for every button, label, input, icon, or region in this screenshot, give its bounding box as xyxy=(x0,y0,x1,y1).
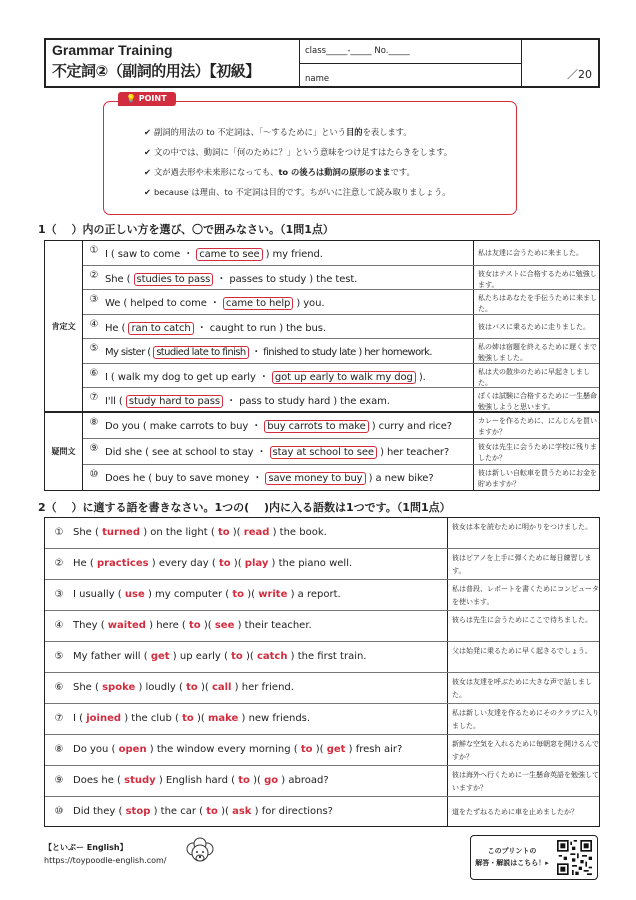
japanese-translation: 彼女は先生に会うために学校に残りましたか？ xyxy=(473,439,599,464)
exercise-sentence: Do you ( open ) the window every morning ( to )( get ) fresh air? xyxy=(73,744,403,755)
japanese-translation: 彼は新しい自転車を買うためにお金を貯めますか？ xyxy=(473,465,599,490)
exercise-sentence: I ( walk my dog to get up early ・ got up early to walk my dog ). xyxy=(105,372,426,383)
answer-word: to xyxy=(189,620,201,631)
answer-word: joined xyxy=(86,713,122,724)
circled-answer: stay at school to see xyxy=(270,446,377,459)
answer-word: to xyxy=(300,744,313,755)
exercise-sentence: She ( studies to pass ・ passes to study ) the test. xyxy=(105,274,358,285)
point-item: ✔ 文が過去形や未来形になっても、to の後ろは動詞の原形のままです。 xyxy=(144,162,452,182)
answer-word: use xyxy=(124,589,145,600)
exercise-sentence: I'll ( study hard to pass ・ pass to study hard ) the exam. xyxy=(105,396,390,407)
answer-word: to xyxy=(206,806,218,817)
answer-word: ask xyxy=(232,806,252,817)
answer-word: practices xyxy=(96,558,149,569)
qr-code-icon[interactable] xyxy=(557,840,592,875)
title-english: Grammar Training xyxy=(52,42,173,58)
answer-word: to xyxy=(238,775,250,786)
table-row: ⑨ Does he ( study ) English hard ( to )( go ) abroad? 彼は海外へ行くために一生懸命英語を勉強していますか？ xyxy=(45,766,599,797)
japanese-translation: 私は犬の散歩のために早起きしました。 xyxy=(473,364,599,387)
japanese-translation: 彼らは先生に会うためにここで待ちました。 xyxy=(447,611,599,641)
lightbulb-icon: 💡 xyxy=(126,94,136,103)
circled-answer: came to see xyxy=(196,248,262,261)
exercise-sentence: I ( joined ) the club ( to )( make ) new friends. xyxy=(73,713,311,724)
table-row: ⑩ Does he ( buy to save money ・ save money to buy ) a new bike? 彼は新しい自転車を買うためにお金を貯めますか？ xyxy=(83,465,599,490)
point-item: ✔ 文の中では、動詞に「何のために？」という意味をつけ足すはたらきをします。 xyxy=(144,142,452,162)
exercise-sentence: He ( practices ) every day ( to )( play ) the piano well. xyxy=(73,558,353,569)
section1-table xyxy=(44,240,600,491)
answer-word: to xyxy=(186,682,198,693)
answer-word: to xyxy=(231,651,243,662)
table-row: ① She ( turned ) on the light ( to )( read ) the book. 彼女は本を読むために明かりをつけました。 xyxy=(45,518,599,549)
answer-word: see xyxy=(214,620,235,631)
japanese-translation: 彼はピアノを上手に弾くために毎日練習します。 xyxy=(447,549,599,579)
circled-answer: buy carrots to make xyxy=(264,420,368,433)
side-label-affirmative: 肯定文 xyxy=(45,241,83,413)
japanese-translation: 彼女はテストに合格するために勉強します。 xyxy=(473,266,599,289)
japanese-translation: 私は新しい友達を作るためにそのクラブに入りました。 xyxy=(447,704,599,734)
japanese-translation: 彼はバスに乗るために走りました。 xyxy=(473,315,599,338)
japanese-translation: カレーを作るために、にんじんを買いますか？ xyxy=(473,413,599,438)
answer-word: write xyxy=(258,589,288,600)
answer-word: get xyxy=(326,744,346,755)
answer-word: make xyxy=(207,713,239,724)
table-row: ⑤ My sister ( studied late to finish ・ finished to study late ) her homework. 私の姉は宿題を終えるために遅くまで勉強しました。 xyxy=(83,339,599,364)
point-tag: 💡 POINT xyxy=(118,92,176,106)
table-row: ⑧ Do you ( open ) the window every morning ( to )( get ) fresh air? 新鮮な空気を入れるために毎朝窓を開けるんですか？ xyxy=(45,735,599,766)
japanese-translation: ぼくは試験に合格するために一生懸命勉強しようと思います。 xyxy=(473,388,599,411)
circled-answer: came to help xyxy=(223,297,293,310)
table-row: ⑧ Do you ( make carrots to buy ・ buy carrots to make ) curry and rice? カレーを作るために、にんじんを買いますか？ xyxy=(83,413,599,439)
worksheet-header xyxy=(44,38,600,88)
circled-answer: save money to buy xyxy=(265,472,365,485)
answer-word: play xyxy=(244,558,269,569)
table-row: ⑦ I'll ( study hard to pass ・ pass to study hard ) the exam. ぼくは試験に合格するために一生懸命勉強しようと思います。 xyxy=(83,388,599,413)
japanese-translation: 彼女は本を読むために明かりをつけました。 xyxy=(447,518,599,548)
answer-word: waited xyxy=(107,620,146,631)
point-list xyxy=(144,122,452,202)
score-total: ／20 xyxy=(567,68,592,81)
exercise-sentence: She ( turned ) on the light ( to )( read ) the book. xyxy=(73,527,327,538)
answer-word: to xyxy=(182,713,194,724)
japanese-translation: 新鮮な空気を入れるために毎朝窓を開けるんですか？ xyxy=(447,735,599,765)
point-item: ✔ because は理由、to 不定詞は目的です。ちがいに注意して読み取りましょう。 xyxy=(144,182,452,202)
section2-title: 2（ ）に適する語を書きなさい。1つの( )内に入る語数は1つです。（1問1点） xyxy=(38,501,451,514)
table-row: ② She ( studies to pass ・ passes to study ) the test. 彼女はテストに合格するために勉強します。 xyxy=(83,266,599,290)
answer-word: stop xyxy=(125,806,151,817)
side-label-question: 疑問文 xyxy=(45,413,83,490)
answer-word: catch xyxy=(256,651,288,662)
brand-name: 【といぷー English】 xyxy=(44,843,128,852)
check-icon: ✔ xyxy=(144,127,151,137)
poodle-mascot-icon xyxy=(182,836,218,866)
exercise-sentence: He ( ran to catch ・ caught to run ) the bus. xyxy=(105,323,326,334)
exercise-sentence: Did she ( see at school to stay ・ stay at school to see ) her teacher? xyxy=(105,447,450,458)
exercise-sentence: We ( helped to come ・ came to help ) you. xyxy=(105,298,325,309)
answer-word: go xyxy=(264,775,279,786)
table-row: ② He ( practices ) every day ( to )( play ) the piano well. 彼はピアノを上手に弾くために毎日練習します。 xyxy=(45,549,599,580)
table-row: ③ We ( helped to come ・ came to help ) you. 私たちはあなたを手伝うために来ました。 xyxy=(83,290,599,315)
circled-answer: ran to catch xyxy=(128,322,193,335)
answer-word: read xyxy=(243,527,270,538)
answer-word: to xyxy=(218,558,231,569)
table-row: ④ He ( ran to catch ・ caught to run ) the bus. 彼はバスに乗るために走りました。 xyxy=(83,315,599,339)
japanese-translation: 私は普段、レポートを書くためにコンピュータを使います。 xyxy=(447,580,599,610)
answer-word: open xyxy=(118,744,147,755)
answer-word: get xyxy=(150,651,170,662)
circled-answer: got up early to walk my dog xyxy=(272,371,416,384)
exercise-sentence: I ( saw to come ・ came to see ) my friend. xyxy=(105,249,323,260)
answer-word: call xyxy=(211,682,232,693)
exercise-sentence: Does he ( buy to save money ・ save money to buy ) a new bike? xyxy=(105,473,434,484)
japanese-translation: 彼女は友達を呼ぶために大きな声で話しました。 xyxy=(447,673,599,703)
circled-answer: studied late to finish xyxy=(153,346,248,359)
exercise-sentence: She ( spoke ) loudly ( to )( call ) her friend. xyxy=(73,682,294,693)
exercise-sentence: My father will ( get ) up early ( to )( catch ) the first train. xyxy=(73,651,367,662)
table-row: ⑦ I ( joined ) the club ( to )( make ) new friends. 私は新しい友達を作るためにそのクラブに入りました。 xyxy=(45,704,599,735)
section1-title: 1（ ）内の正しい方を選び、〇で囲みなさい。（1問1点） xyxy=(38,223,334,236)
name-label: name xyxy=(305,74,330,84)
exercise-sentence: I usually ( use ) my computer ( to )( write ) a report. xyxy=(73,589,341,600)
check-icon: ✔ xyxy=(144,167,151,177)
japanese-translation: 父は始発に乗るために早く起きるでしょう。 xyxy=(447,642,599,672)
circled-answer: study hard to pass xyxy=(126,395,223,408)
table-row: ① I ( saw to come ・ came to see ) my friend. 私は友達に会うために来ました。 xyxy=(83,241,599,266)
check-icon: ✔ xyxy=(144,187,151,197)
exercise-sentence: My sister ( studied late to finish ・ finished to study late ) her homework. xyxy=(105,347,432,358)
japanese-translation: 私たちはあなたを手伝うために来ました。 xyxy=(473,290,599,314)
circled-answer: studies to pass xyxy=(134,273,214,286)
qr-caption: このプリントの 解答・解説はこちら！▸ xyxy=(475,847,549,867)
point-item: ✔ 副詞的用法の to 不定詞は、「～するために」という目的を表します。 xyxy=(144,122,452,142)
exercise-sentence: Does he ( study ) English hard ( to )( go ) abroad? xyxy=(73,775,329,786)
table-row: ⑩ Did they ( stop ) the car ( to )( ask ) for directions? 道をたずねるために車を止めましたか？ xyxy=(45,797,599,826)
title-cell xyxy=(46,40,300,86)
answer-word: to xyxy=(232,589,245,600)
table-row: ⑤ My father will ( get ) up early ( to )( catch ) the first train. 父は始発に乗るために早く起きるでしょう。 xyxy=(45,642,599,673)
title-japanese: 不定詞②（副詞的用法）【初級】 xyxy=(52,62,260,80)
check-icon: ✔ xyxy=(144,147,151,157)
exercise-sentence: Did they ( stop ) the car ( to )( ask ) for directions? xyxy=(73,806,333,817)
site-url-link[interactable]: https://toypoodle-english.com/ xyxy=(44,856,167,865)
exercise-sentence: Do you ( make carrots to buy ・ buy carrots to make ) curry and rice? xyxy=(105,421,452,432)
table-row: ④ They ( waited ) here ( to )( see ) their teacher. 彼らは先生に会うためにここで待ちました。 xyxy=(45,611,599,642)
table-row: ③ I usually ( use ) my computer ( to )( write ) a report. 私は普段、レポートを書くためにコンピュータを使います。 xyxy=(45,580,599,611)
table-row: ⑨ Did she ( see at school to stay ・ stay at school to see ) her teacher? 彼女は先生に会うために学校に残りましたか？ xyxy=(83,439,599,465)
answer-word: turned xyxy=(102,527,140,538)
class-number-label: class_____-_____ No._____ xyxy=(300,40,521,64)
score-cell xyxy=(522,40,598,86)
japanese-translation: 彼は海外へ行くために一生懸命英語を勉強していますか？ xyxy=(447,766,599,796)
answer-word: spoke xyxy=(102,682,136,693)
class-name-cell xyxy=(300,40,522,86)
answer-qr-box[interactable] xyxy=(470,835,598,880)
section2-table xyxy=(44,517,600,827)
japanese-translation: 道をたずねるために車を止めましたか？ xyxy=(447,797,599,826)
table-row: ⑥ I ( walk my dog to get up early ・ got up early to walk my dog ). 私は犬の散歩のために早起きしました。 xyxy=(83,364,599,388)
table-row: ⑥ She ( spoke ) loudly ( to )( call ) her friend. 彼女は友達を呼ぶために大きな声で話しました。 xyxy=(45,673,599,704)
point-box xyxy=(103,101,517,215)
exercise-sentence: They ( waited ) here ( to )( see ) their teacher. xyxy=(73,620,312,631)
japanese-translation: 私の姉は宿題を終えるために遅くまで勉強しました。 xyxy=(473,339,599,363)
answer-word: study xyxy=(124,775,156,786)
answer-word: to xyxy=(217,527,230,538)
japanese-translation: 私は友達に会うために来ました。 xyxy=(473,241,599,265)
